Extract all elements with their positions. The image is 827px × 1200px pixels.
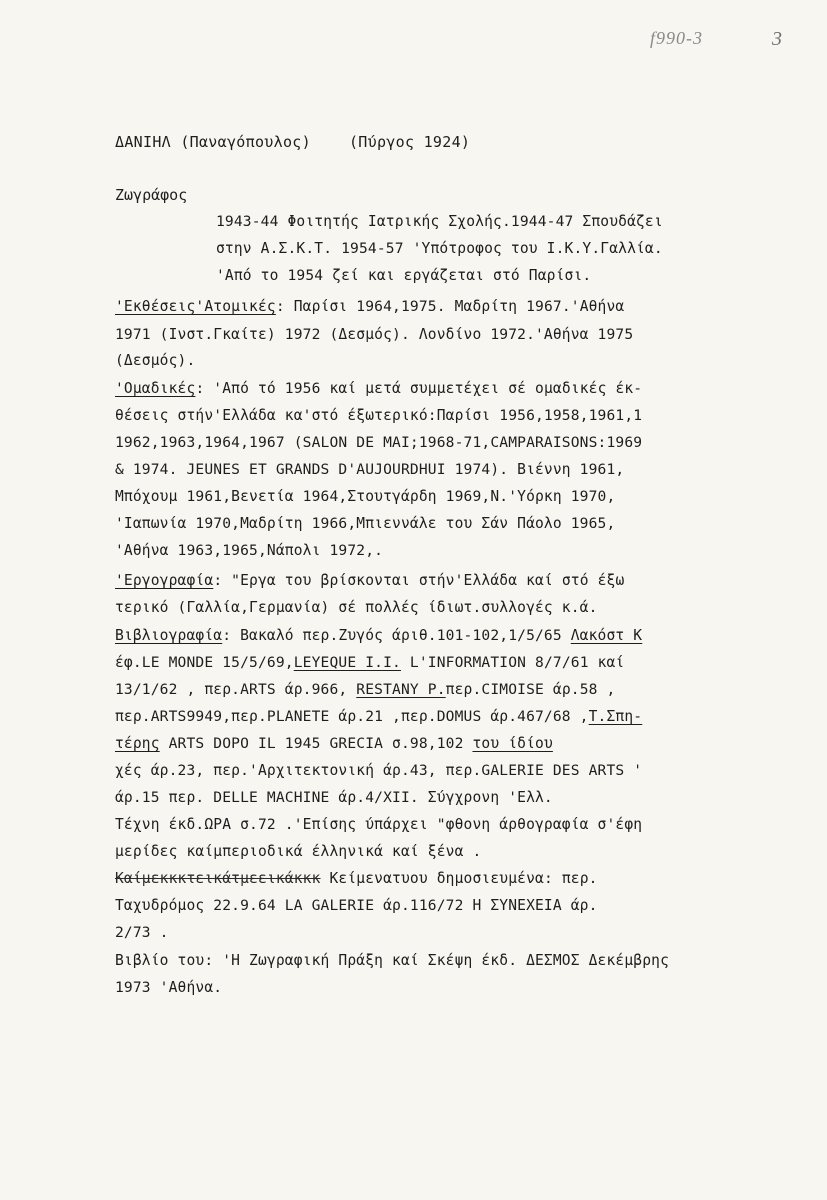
bibliography-line	[115, 681, 615, 698]
page-number: 3	[772, 28, 782, 50]
bibliography-label: Βιβλιογραφία	[115, 627, 223, 644]
group-exhibitions-label: 'Ομαδικές	[115, 380, 196, 397]
bibliography-line	[115, 627, 642, 644]
bibliography-author: Τ.Σπη-	[588, 708, 643, 725]
solo-exhibitions-line: 1971 (Ινστ.Γκαίτε) 1972 (Δεσμός). Λονδίνο 1972.'Αθήνα 1975	[115, 326, 634, 343]
bio-line: στην Α.Σ.Κ.Τ. 1954-57 'Υπότροφος του Ι.Κ.Υ.Γαλλία.	[216, 240, 663, 257]
group-exhibitions-line: & 1974. JEUNES ET GRANDS D'AUJOURDHUI 1974). Βιέννη 1961,	[115, 461, 625, 478]
bibliography-text: 13/1/62 , περ.ARTS άρ.966,	[115, 681, 357, 698]
book-line: Βιβλίο του: 'Η Ζωγραφική Πράξη καί Σκέψη έκδ. ΔΕΣΜΟΣ Δεκέμβρης	[115, 952, 670, 969]
bibliography-text: Κείμενατυου δημοσιευμένα: περ.	[320, 870, 598, 887]
solo-exhibitions-line	[115, 298, 624, 315]
bibliography-author: τέρης	[115, 735, 160, 752]
group-exhibitions-line: Μπόχουμ 1961,Βενετία 1964,Στουτγάρδη 1969,Ν.'Υόρκη 1970,	[115, 488, 616, 505]
solo-exhibitions-line: (Δεσμός).	[115, 352, 196, 369]
book-line: 1973 'Αθήνα.	[115, 979, 223, 996]
group-exhibitions-text: : 'Από τό 1956 καί μετά συμμετέχει σέ ομαδικές έκ-	[195, 380, 643, 397]
bibliography-line: άρ.15 περ. DELLE MACHINE άρ.4/XII. Σύγχρονη 'Ελλ.	[115, 789, 553, 806]
bibliography-line: μερίδες καίμπεριοδικά έλληνικά καί ξένα .	[115, 843, 482, 860]
group-exhibitions-line: θέσεις στήν'Ελλάδα κα'στό έξωτερικό:Παρίσι 1956,1958,1961,1	[115, 407, 643, 424]
bibliography-line	[115, 708, 642, 725]
bibliography-text: έφ.LE MONDE 15/5/69,	[115, 654, 294, 671]
works-line: τερικό (Γαλλία,Γερμανία) σέ πολλές ίδιωτ.συλλογές κ.ά.	[115, 599, 598, 616]
bibliography-line: Τέχνη έκδ.ΩΡΑ σ.72 .'Επίσης ύπάρχει "φθονη άρθογραφία σ'έφη	[115, 816, 643, 833]
bibliography-author: RESTANY P.	[356, 681, 446, 698]
bibliography-text: : Βακαλό περ.Ζυγός άριθ.101-102,1/5/65	[222, 627, 571, 644]
bibliography-author: του ίδίου	[472, 735, 553, 752]
profession: Ζωγράφος	[115, 186, 188, 204]
works-line	[115, 572, 624, 589]
group-exhibitions-line: 'Ιαπωνία 1970,Μαδρίτη 1966,Μπιεννάλε του Σάν Πάολο 1965,	[115, 515, 616, 532]
bibliography-line	[115, 735, 553, 752]
archive-reference: f990-3	[650, 28, 703, 48]
group-exhibitions-line: 'Αθήνα 1963,1965,Νάπολι 1972,.	[115, 542, 384, 559]
bibliography-text: L'INFORMATION 8/7/61 καί	[400, 654, 625, 671]
bibliography-line	[115, 654, 624, 671]
bibliography-author: Λακόστ Κ	[570, 627, 643, 644]
bio-line: 'Από το 1954 ζεί και εργάζεται στό Παρίσι.	[216, 267, 592, 284]
works-text: : "Εργα του βρίσκονται στήν'Ελλάδα καί στό έξω	[213, 572, 625, 589]
bibliography-author: LEYEQUE I.I.	[293, 654, 401, 671]
bibliography-text: ARTS DOPO IL 1945 GRECIA σ.98,102	[159, 735, 473, 752]
group-exhibitions-line	[115, 380, 642, 397]
bio-line: 1943-44 Φοιτητής Ιατρικής Σχολής.1944-47 Σπουδάζει	[216, 213, 663, 230]
bibliography-line: Ταχυδρόμος 22.9.64 LA GALERIE άρ.116/72 Η ΣΥΝΕΧΕΙΑ άρ.	[115, 897, 598, 914]
bibliography-line	[115, 870, 598, 887]
group-exhibitions-line: 1962,1963,1964,1967 (SALON DE MAI;1968-71,CAMPARAISONS:1969	[115, 434, 643, 451]
solo-exhibitions-text: : Παρίσι 1964,1975. Μαδρίτη 1967.'Αθήνα	[275, 298, 625, 315]
birth-info: (Πύργος 1924)	[348, 133, 471, 151]
solo-exhibitions-label: 'Εκθέσεις'Ατομικές	[115, 298, 276, 315]
works-label: 'Εργογραφία	[115, 572, 214, 589]
artist-name: ΔΑΝΙΗΛ (Παναγόπουλος)	[115, 133, 311, 151]
struck-text: Καίμεκκκτεικάτμεεικάκκκ	[115, 870, 321, 887]
bibliography-line: 2/73 .	[115, 924, 169, 941]
bibliography-text: περ.ARTS9949,περ.PLANETE άρ.21 ,περ.DOMUS άρ.467/68 ,	[115, 708, 589, 725]
bibliography-text: περ.CIMOISE άρ.58 ,	[445, 681, 616, 698]
bibliography-line: χές άρ.23, περ.'Αρχιτεκτονική άρ.43, περ.GALERIE DES ARTS '	[115, 762, 643, 779]
